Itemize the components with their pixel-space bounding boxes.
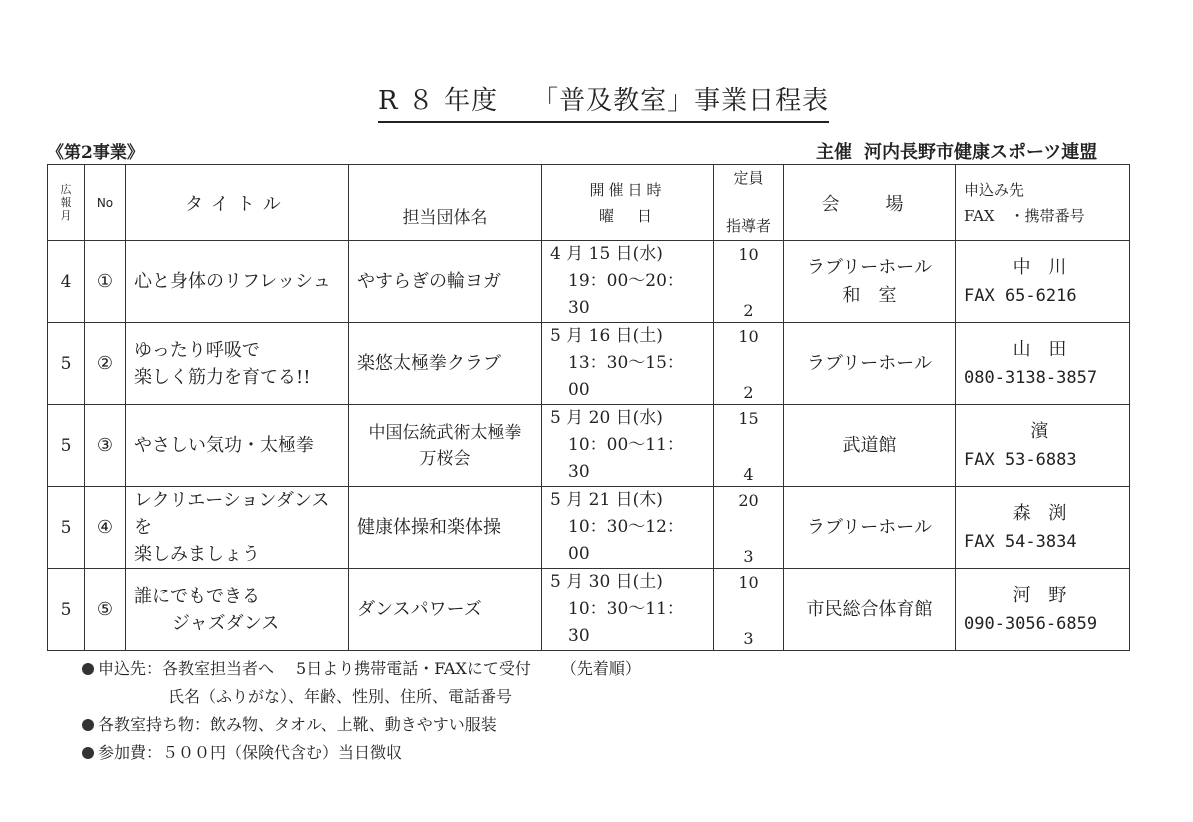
cell-title: ゆったり呼吸で 楽しく筋力を育てる!! [126,323,349,405]
cell-no: ③ [85,405,126,487]
cell-apply: 濱 FAX 53-6883 [956,405,1130,487]
header-no: No [85,165,126,241]
section-label: 《第2事業》 [47,143,144,163]
organizer-label: 主催 [816,142,852,163]
cell-datetime: 5 月 20 日(水) 10：00～11：30 [542,405,714,487]
cell-month: 5 [48,569,85,651]
cell-datetime: 4 月 15 日(水) 19：00～20：30 [542,241,714,323]
organizer-name: 河内長野市健康スポーツ連盟 [864,142,1098,163]
page-title [378,80,829,123]
header-venue: 会 場 [784,165,956,241]
bullet-icon [82,719,94,731]
cell-venue: ラブリーホール 和 室 [784,241,956,323]
cell-title: 誰にでもできる ジャズダンス [126,569,349,651]
cell-title: レクリエーションダンスを 楽しみましょう [126,487,349,569]
header-org: 担当団体名 [349,165,542,241]
cell-venue: 武道館 [784,405,956,487]
cell-capacity: 10 2 [714,241,784,323]
note-bring: 各教室持ち物：飲み物、タオル、上靴、動きやすい服装 [82,711,641,739]
cell-apply: 河 野 090-3056-6859 [956,569,1130,651]
cell-org: ダンスパワーズ [349,569,542,651]
cell-title: やさしい気功・太極拳 [126,405,349,487]
cell-capacity: 10 3 [714,569,784,651]
header-capacity: 定員 指導者 [714,165,784,241]
table-row [48,487,1130,569]
cell-venue: 市民総合体育館 [784,569,956,651]
cell-venue: ラブリーホール [784,323,956,405]
table-row [48,241,1130,323]
cell-apply: 森 渕 FAX 54-3834 [956,487,1130,569]
organizer [816,138,1097,164]
notes [82,655,641,767]
cell-month: 5 [48,323,85,405]
title-name: 「普及教室」事業日程表 [532,86,830,116]
table-row [48,569,1130,651]
cell-org: やすらぎの輪ヨガ [349,241,542,323]
cell-datetime: 5 月 30 日(土) 10：30～11：30 [542,569,714,651]
header-month: 広 報 月 [48,165,85,241]
cell-month: 5 [48,487,85,569]
header-title: タイトル [126,165,349,241]
header-datetime: 開催日時 曜 日 [542,165,714,241]
schedule-table [47,164,1130,651]
cell-no: ④ [85,487,126,569]
table-row [48,405,1130,487]
table-row [48,323,1130,405]
bullet-icon [82,747,94,759]
header-row [48,165,1130,241]
cell-title: 心と身体のリフレッシュ [126,241,349,323]
cell-org: 楽悠太極拳クラブ [349,323,542,405]
cell-no: ① [85,241,126,323]
note-fee: 参加費：５００円（保険代含む）当日徴収 [82,739,641,767]
cell-datetime: 5 月 21 日(木) 10：30～12：00 [542,487,714,569]
title-year: R ８ 年度 [378,86,499,116]
cell-org: 健康体操和楽体操 [349,487,542,569]
cell-org: 中国伝統武術太極拳 万桜会 [349,405,542,487]
cell-no: ② [85,323,126,405]
note-apply-info: 氏名（ふりがな）、年齢、性別、住所、電話番号 [168,687,513,706]
cell-capacity: 10 2 [714,323,784,405]
cell-venue: ラブリーホール [784,487,956,569]
bullet-icon [82,663,94,675]
cell-no: ⑤ [85,569,126,651]
note-apply: 申込先：各教室担当者へ 5日より携帯電話・FAXにて受付 （先着順） [82,655,641,683]
cell-datetime: 5 月 16 日(土) 13：30～15：00 [542,323,714,405]
header-apply: 申込み先 FAX ・携帯番号 [956,165,1130,241]
cell-month: 4 [48,241,85,323]
cell-capacity: 20 3 [714,487,784,569]
cell-apply: 中 川 FAX 65-6216 [956,241,1130,323]
cell-apply: 山 田 080-3138-3857 [956,323,1130,405]
cell-capacity: 15 4 [714,405,784,487]
cell-month: 5 [48,405,85,487]
